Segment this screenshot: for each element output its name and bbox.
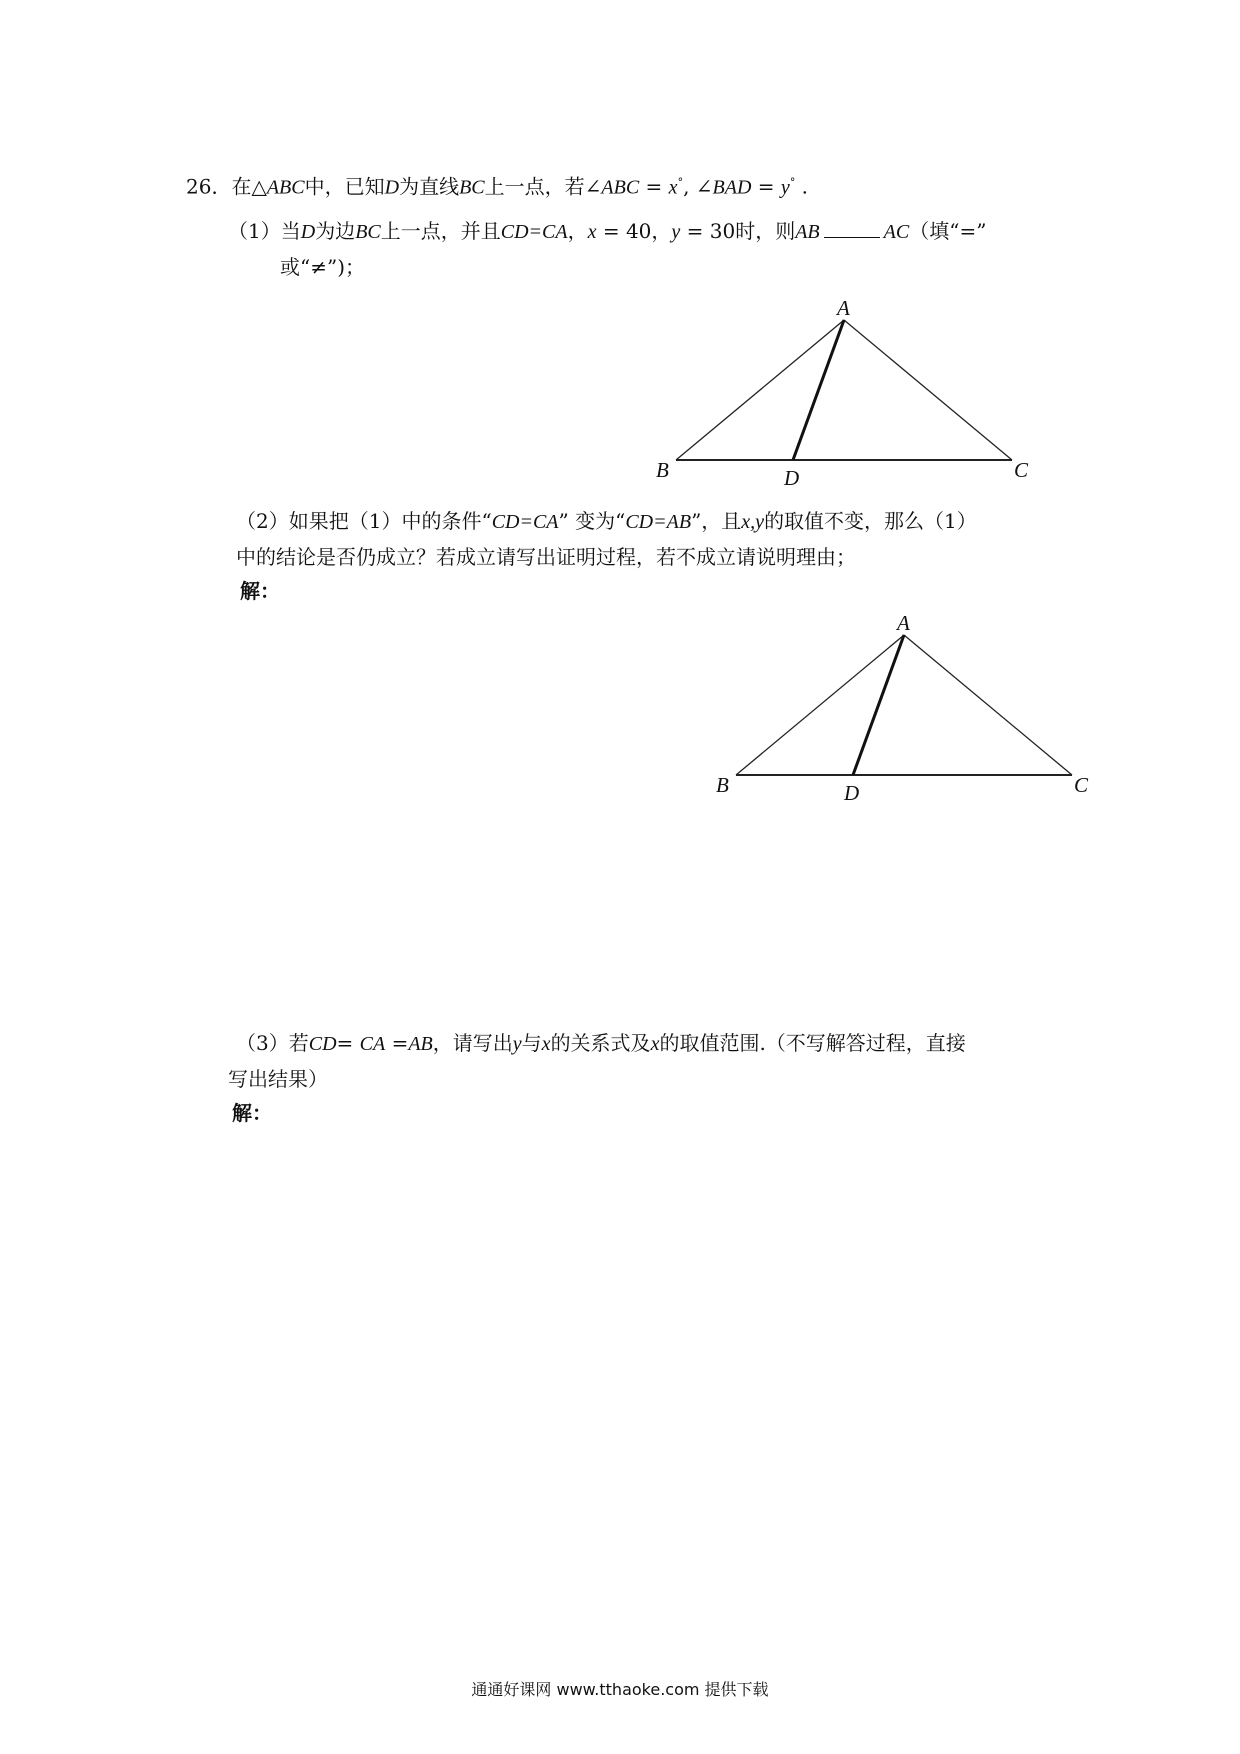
label-b: B <box>716 773 729 797</box>
part1-line1: （1）当D为边BC上一点，并且CD=CA，x = 40，y = 30时，则AB AC（填“=” <box>228 219 987 243</box>
part3-line1: （3）若CD= CA =AB，请写出y与x的关系式及x的取值范围.（不写解答过程，直接 <box>236 1031 966 1055</box>
label-c: C <box>1074 773 1089 797</box>
question-number: 26． <box>186 174 232 199</box>
page-footer: 通通好课网 www.tthaoke.com 提供下载 <box>471 1680 769 1699</box>
label-a: A <box>897 611 910 635</box>
part3-line2: 写出结果） <box>228 1067 328 1091</box>
part2-line1: （2）如果把（1）中的条件“CD=CA” 变为“CD=AB”，且x,y的取值不变，那么（1） <box>236 509 977 533</box>
side-ac <box>904 635 1072 775</box>
question-stem: 26．在△ABC中，已知D为直线BC上一点，若∠ABC = x°, ∠BAD = y° . <box>186 174 809 199</box>
answer-blank[interactable] <box>824 219 880 238</box>
side-ac <box>844 320 1012 460</box>
label-a: A <box>837 296 850 320</box>
triangle-diagram-2 <box>710 610 1110 810</box>
part1-line2: 或“≠”)； <box>280 255 366 279</box>
part2-answer-label: 解： <box>240 579 280 603</box>
label-d: D <box>784 466 800 490</box>
label-c: C <box>1014 458 1029 482</box>
part3-answer-label: 解： <box>232 1101 272 1125</box>
triangle-figure-2 <box>710 610 1110 810</box>
label-b: B <box>656 458 669 482</box>
label-d: D <box>844 781 860 805</box>
triangle-diagram-1 <box>650 295 1050 495</box>
part2-line2: 中的结论是否仍成立？若成立请写出证明过程，若不成立请说明理由； <box>236 545 856 569</box>
triangle-figure-1 <box>650 295 1050 495</box>
